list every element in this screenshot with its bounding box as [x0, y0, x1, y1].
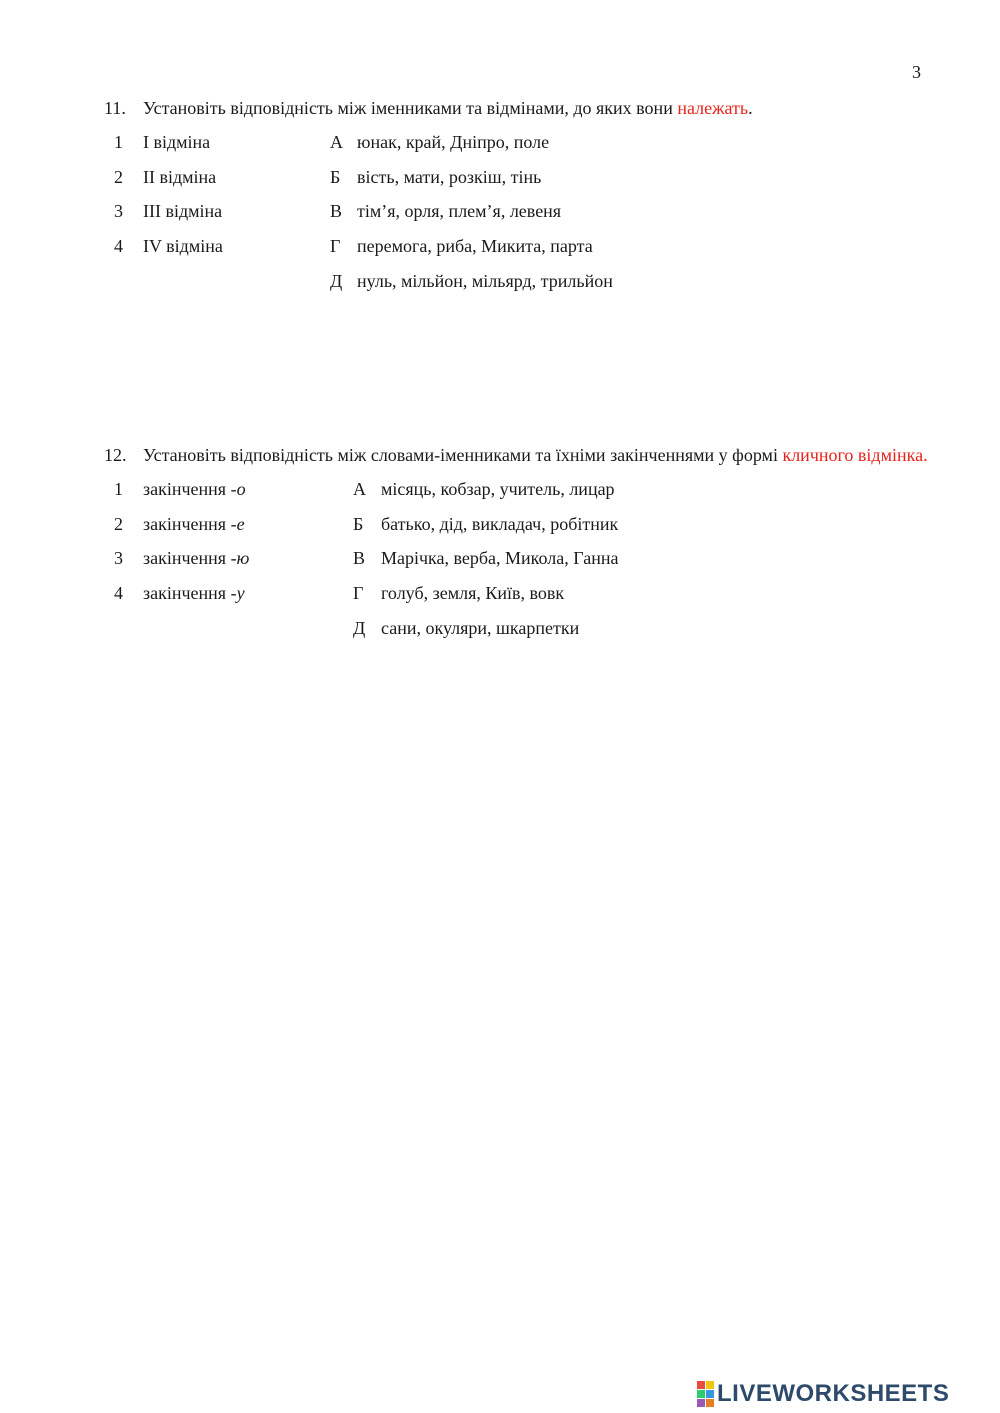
left-item-label: III відміна [143, 201, 223, 222]
option-text: місяць, кобзар, учитель, лицар [381, 479, 615, 499]
ending: -о [230, 479, 246, 499]
option-text: голуб, земля, Київ, вовк [381, 583, 565, 604]
left-item-number: 4 [114, 583, 123, 604]
left-item-label: IV відміна [143, 236, 223, 257]
option-letter: Г [330, 236, 341, 257]
task-12-number: 12. [104, 445, 127, 465]
option-letter: Д [330, 270, 343, 291]
highlighted-word: належать [677, 98, 749, 118]
option-letter: А [353, 479, 366, 499]
task-11-number: 11. [104, 98, 126, 118]
match-row [104, 611, 930, 646]
option-text: перемога, риба, Микита, парта [357, 236, 593, 257]
option-letter: А [330, 132, 343, 152]
left-item-number: 1 [114, 132, 123, 152]
option-letter: В [330, 201, 343, 222]
match-row [104, 507, 930, 542]
left-item-number: 3 [114, 548, 123, 569]
option-text: нуль, мільйон, мільярд, трильйон [357, 270, 613, 291]
left-item-label: закінчення -ю [143, 548, 250, 569]
task-11 [104, 91, 930, 298]
ending: -у [230, 583, 245, 604]
task-11-question [104, 91, 930, 125]
left-item-label: закінчення -у [143, 583, 245, 604]
highlighted-word: кличного відмінка. [782, 445, 928, 465]
match-row [104, 194, 930, 229]
match-row [104, 264, 930, 299]
left-item-number: 4 [114, 236, 123, 257]
left-item-number: 2 [114, 166, 123, 187]
option-text: Марічка, верба, Микола, Ганна [381, 548, 619, 569]
task-12-question [104, 438, 930, 472]
page-number: 3 [912, 62, 921, 82]
brand-name: LIVEWORKSHEETS [717, 1380, 950, 1407]
option-letter: Д [353, 617, 366, 638]
match-row [104, 576, 930, 611]
option-letter: Б [353, 513, 364, 534]
option-letter: Б [330, 166, 341, 187]
liveworksheets-brand [697, 1379, 949, 1409]
option-letter: Г [353, 583, 364, 604]
task-12 [104, 438, 930, 645]
ending: -ю [230, 548, 250, 569]
left-item-label: I відміна [143, 132, 211, 152]
left-item-label: закінчення -е [143, 513, 245, 534]
ending: -е [230, 513, 245, 534]
match-row [104, 160, 930, 195]
option-text: тім’я, орля, плем’я, левеня [357, 201, 562, 222]
option-text: вість, мати, розкіш, тінь [357, 166, 542, 187]
match-row [104, 541, 930, 576]
task-12-text: Установіть відповідність між словами-іменниками та їхніми закінченнями у формі кличного відмінка. [143, 445, 928, 465]
left-item-number: 3 [114, 201, 123, 222]
option-letter: В [353, 548, 366, 569]
left-item-number: 2 [114, 513, 123, 534]
task-11-text: Установіть відповідність між іменниками та відмінами, до яких вони належать. [143, 98, 753, 118]
option-text: юнак, край, Дніпро, поле [357, 132, 550, 152]
liveworksheets-logo-icon [697, 1381, 714, 1407]
option-text: батько, дід, викладач, робітник [381, 513, 619, 534]
match-row [104, 472, 930, 507]
match-row [104, 125, 930, 160]
match-row [104, 229, 930, 264]
left-item-label: II відміна [143, 166, 217, 187]
left-item-number: 1 [114, 479, 123, 499]
left-item-label: закінчення -о [143, 479, 246, 499]
option-text: сани, окуляри, шкарпетки [381, 617, 580, 638]
